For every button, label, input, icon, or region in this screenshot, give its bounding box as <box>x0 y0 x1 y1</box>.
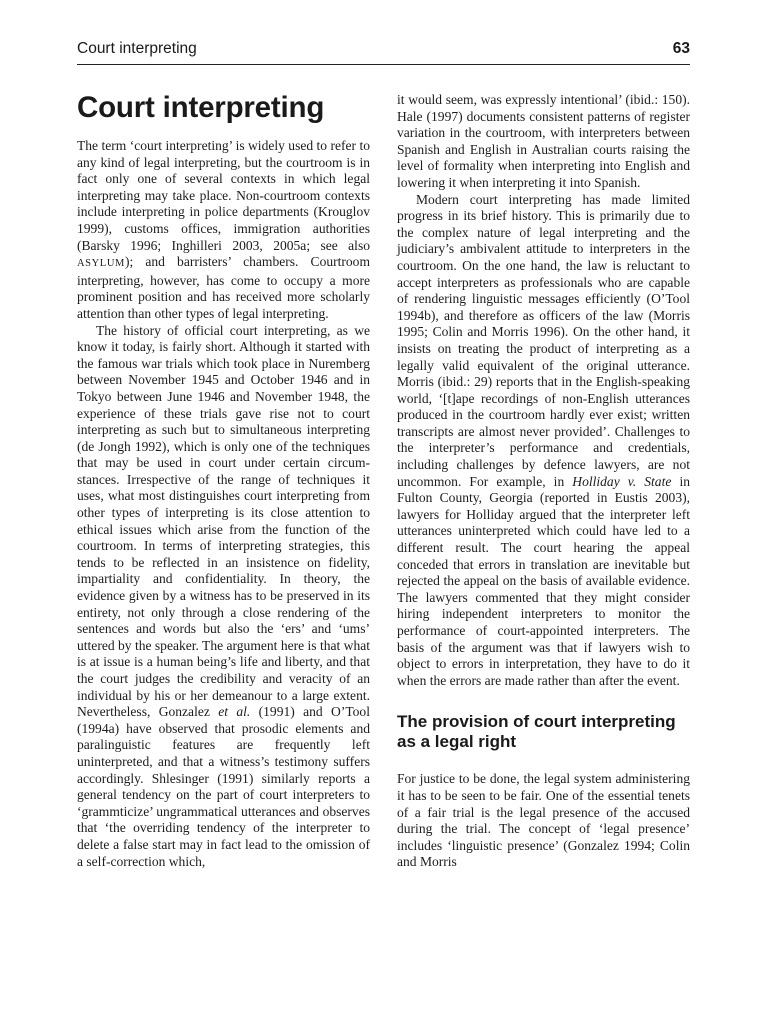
paragraph-2-text-a: The history of official court interpreting, as we know it today, is fairly short. Although it started with the famous war trials which took place in Nuremberg between November 1945 and October 1946 and in Tokyo between June 1946 and November 1948, the experience of these trials gave rise not to court interpreting as such but to simultaneous interpreting (de Jongh 1992), which is only one of the techniques that may be used in court under certain circumstances. Irrespective of the range of techniques it uses, what most distinguishes court interpreting from other types of interpreting is its close attention to ethical issues which arise from the function of the courtroom. In terms of interpreting strategies, this tends to be reflected in an insistence on fidelity, impartiality and confidentiality. In theory, the evidence given by a witness has to be preserved in its entirety, not only through a close rendering of the sentences and words but also the ‘ers’ and ‘ums’ uttered by the speaker. The argument here is that what is at issue is a human being’s life and liberty, and that the court judges the credibility and veracity of an individual by his or her demeanour to a large extent. Nevertheless, Gonzalez <box>77 322 370 720</box>
section-subheading: The provision of court interpreting as a legal right <box>397 712 676 752</box>
paragraph-2-continued: it would seem, was expressly intentional’ (ibid.: 150). Hale (1997) documents consistent patterns of register variation in the courtroom, with interpreters between Spanish and English in Australian courts raising the level of formality when interpreting into English and lowering it when interpreting it into Spanish. <box>397 92 690 190</box>
paragraph-2-text-b: (1991) and O’Tool (1994a) have observed that prosodic elements and paralinguistic features are frequently left uninterpreted, and that a witness’s testimony suffers accordingly. Shlesinger (1991) similarly reports a general tendency on the part of court interpreters to ‘grammticize’ ungrammatical utterances and observes that ‘the overriding tendency of the interpreter to delete a false start may in fact lead to the omission of a self-correction which, <box>77 704 370 869</box>
left-column <box>77 90 370 870</box>
paragraph-1-text-a: The term ‘court interpreting’ is widely used to refer to any kind of legal interpreting, but the courtroom is in fact only one of several contexts in which legal interpreting may take place. Non-courtroom contexts include interpreting in police departments (Krouglov 1999), customs offices, immigration authorities (Barsky 1996; Inghilleri 2003, 2005a; see also <box>77 138 370 253</box>
right-column <box>397 92 690 871</box>
paragraph-4: For justice to be done, the legal system administering it has to be seen to be fair. One of the essential tenets of a fair trial is the legal presence of the accused during the trial. The concept of ‘legal presence’ includes ‘linguistic presence’ (Gonzalez 1994; Colin and Morris <box>397 771 690 870</box>
article-heading: Court interpreting <box>77 91 325 124</box>
running-header <box>77 38 690 65</box>
paragraph-3-text-b: in Fulton County, Georgia (reported in Eustis 2003), lawyers for Holliday argued that the interpreter left utterances uninterpreted which could have led to a different result. The court hearing the appeal conceded that errors in translation are inevitable but rejected the appeal on the basis of available evidence. The lawyers commented that they might consider hiring independent interpreters to monitor the performance of court-appointed interpreters. The basis of the argument was that if lawyers wish to object to errors in interpretation, they have to do it when the errors are made rather than after the event. <box>397 473 690 688</box>
running-title: Court interpreting <box>77 40 197 57</box>
page-number: 63 <box>672 40 690 57</box>
paragraph-3 <box>397 192 690 690</box>
case-name-holliday-v-state: Holliday v. State <box>572 473 672 489</box>
cross-reference-asylum: ASYLUM <box>77 258 125 270</box>
paragraph-3-text-a: Modern court interpreting has made limited progress in its brief history. This is primarily due to the complex nature of legal interpreting and the judiciary’s ambivalent attitude to interpreters in the courtroom. On the one hand, the law is reluctant to accept interpreters as professionals who are capable of rendering linguistic messages efficiently (O’Tool 1994b), and therefore as officers of the law (Morris 1995; Colin and Morris 1996). On the other hand, it insists on treating the product of interpreting as a legally valid equivalent of the original utterance. Morris (ibid.: 29) reports that in the English-speaking world, ‘[t]ape recordings of non-English utterances produced in the courtroom hardly ever exist; written transcripts are almost never provided’. Challenges to the interpreter’s performance and credentials, including challenges by defence lawyers, are not uncommon. For example, in <box>397 191 690 489</box>
paragraph-1 <box>77 138 370 323</box>
paragraph-2 <box>77 323 370 871</box>
paragraph-1-text-b: ); and barristers’ chambers. Courtroom interpreting, however, has come to occupy a more prominent position and has received more scholarly attention than other types of legal interpreting. <box>77 254 370 321</box>
paragraph-2-italic-et-al: et al. <box>218 704 251 720</box>
